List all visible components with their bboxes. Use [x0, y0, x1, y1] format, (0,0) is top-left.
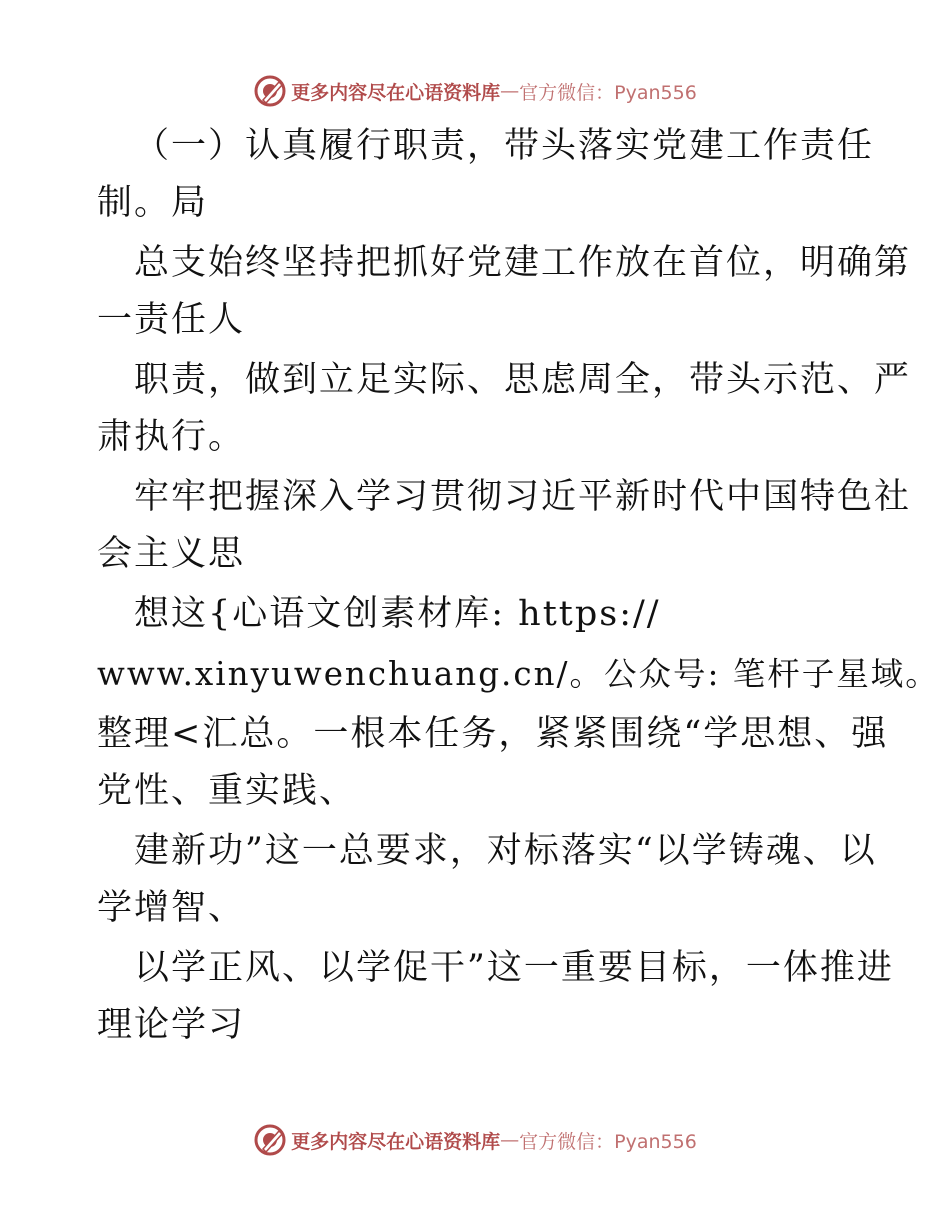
body-line: 党性、重实践、 — [97, 771, 357, 811]
body-line: 肃执行。 — [97, 417, 246, 457]
banner-contact: 官方微信：Pyan556 — [519, 81, 697, 104]
pen-logo-icon — [253, 1123, 287, 1157]
body-line: 建新功”这一总要求，对标落实“以学铸魂、以 — [134, 831, 877, 871]
banner-separator: — — [500, 80, 520, 102]
body-line: （一）认真履行职责，带头落实党建工作责任 — [134, 126, 875, 166]
banner-title: 更多内容尽在心语资料库 — [291, 1130, 501, 1153]
body-line: 以学正风、以学促干”这一重要目标，一体推进 — [134, 948, 894, 988]
body-line: 会主义思 — [97, 534, 246, 574]
banner-title: 更多内容尽在心语资料库 — [291, 81, 501, 104]
body-line: 整理<汇总。一根本任务，紧紧围绕“学思想、强 — [97, 714, 889, 754]
header-banner — [0, 71, 950, 111]
banner-separator: — — [500, 1129, 520, 1151]
footer-banner — [0, 1120, 950, 1160]
body-line: 理论学习 — [97, 1005, 246, 1045]
body-line: 总支始终坚持把抓好党建工作放在首位，明确第 — [134, 243, 912, 283]
body-line: 一责任人 — [97, 300, 246, 340]
body-line: 学增智、 — [97, 888, 246, 928]
body-line: 牢牢把握深入学习贯彻习近平新时代中国特色社 — [134, 477, 912, 517]
body-line: 制。局 — [97, 183, 209, 223]
banner-contact: 官方微信：Pyan556 — [519, 1130, 697, 1153]
body-line: 职责，做到立足实际、思虑周全，带头示范、严 — [134, 360, 912, 400]
body-line: 想这{心语文创素材库: https:// — [134, 594, 661, 634]
body-line: www.xinyuwenchuang.cn/。公众号: 笔杆子星域。 — [97, 655, 940, 693]
pen-logo-icon — [253, 74, 287, 108]
